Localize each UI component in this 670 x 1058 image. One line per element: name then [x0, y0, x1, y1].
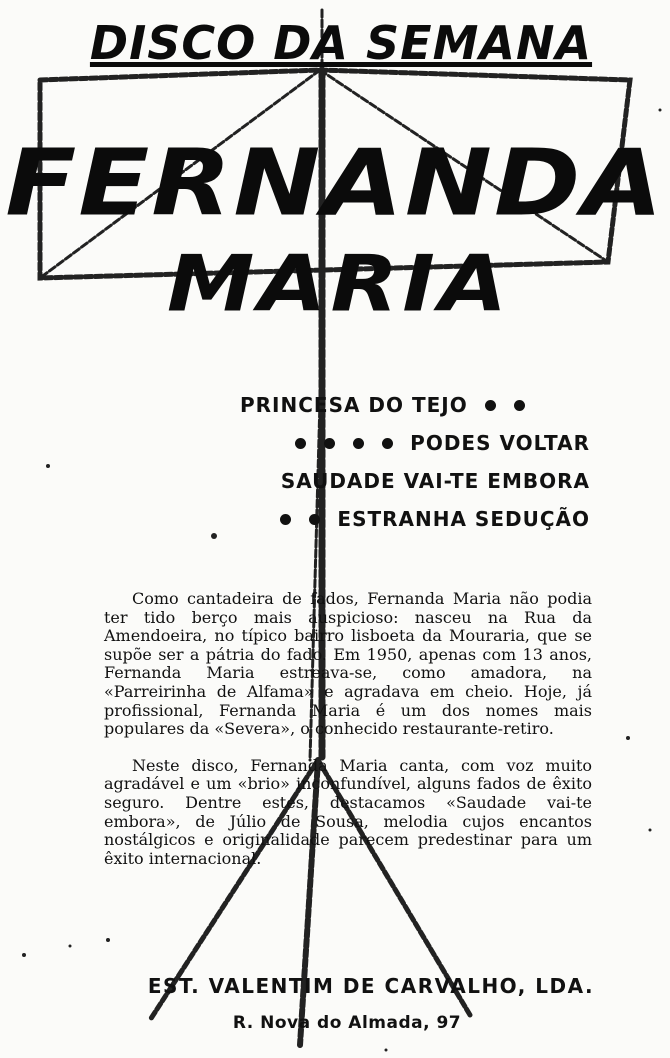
- artist-first-name: FERNANDA: [5, 129, 665, 237]
- song-line-3: [240, 462, 590, 500]
- bullet-icon: [324, 438, 335, 449]
- song-line-4: [240, 500, 590, 538]
- article-paragraph-2: Neste disco, Fernanda Maria canta, com voz muito agradável e um «brio» inconfundível, alguns fados de êxito seguro. Dentre estes, destacamos «Saudade vai-te embora», de Júlio de Sousa, melodia cujos encantos nostálgicos e originalidade parecem predestinar para um êxito internacional.: [104, 755, 592, 868]
- bullet-icon: [485, 400, 496, 411]
- header-title: DISCO DA SEMANA: [89, 16, 593, 70]
- bullet-icon: [353, 438, 364, 449]
- bullet-icon: [295, 438, 306, 449]
- song-list: [240, 386, 590, 538]
- publisher-name: EST. VALENTIM DE CARVALHO, LDA.: [147, 974, 595, 998]
- song-line-2: [240, 424, 590, 462]
- song-title: ESTRANHA SEDUÇÃO: [337, 507, 590, 531]
- bullet-icon: [280, 514, 291, 525]
- song-line-1: [240, 386, 590, 424]
- song-title: SAUDADE VAI-TE EMBORA: [280, 469, 590, 493]
- article-paragraph-1: Como cantadeira de fados, Fernanda Maria não podia ter tido berço mais auspicioso: nasceu na Rua da Amendoeira, no típico bairro lisboeta da Mouraria, que se supõe ser a pátria do fado. Em 1950, apenas com 13 anos, Fernanda Maria estreava-se, como amadora, na «Parreirinha de Alfama» e agradava em cheio. Hoje, já profissional, Fernanda Maria é um dos nomes mais populares da «Severa», o conhecido restaurante-retiro.: [104, 589, 592, 739]
- article-body: [104, 590, 592, 886]
- song-title: PODES VOLTAR: [410, 431, 590, 455]
- bullet-icon: [382, 438, 393, 449]
- song-title: PRINCESA DO TEJO: [240, 393, 468, 417]
- bullet-icon: [309, 514, 320, 525]
- bullet-icon: [514, 400, 525, 411]
- artist-last-name: MARIA: [166, 238, 512, 329]
- publisher-address: R. Nova do Almada, 97: [232, 1013, 462, 1033]
